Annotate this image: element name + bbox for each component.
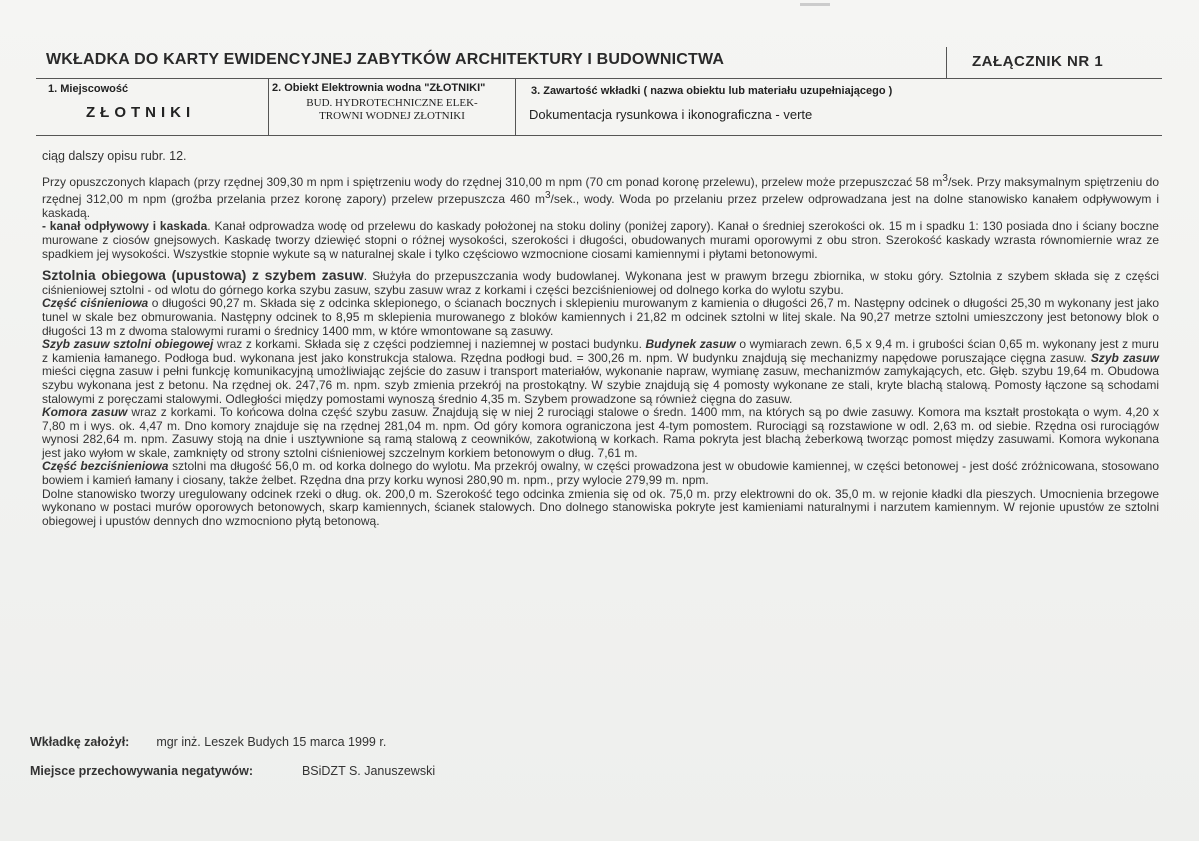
p6-text: wraz z korkami. To końcowa dolna część szybu zasuw. Znajdują się w niej 2 rurociągi stalowe o średn. 1400 mm, na których są po dwie zasuwy. Komora ma kształt prostokąta o wym. 4,20 x 7,80 m i wys. ok. 4,47 m. Dno komory znajduje się na rzędnej 281,04 m. npm. Od góry komora ograniczona jest 4-tym pomostem. Rurociągi są rozstawione w odl. 2,63 m. od siebie. Rzędna osi rurociągów wynosi 282,64 m. npm. Zasuwy stoją na dnie i usztywnione są ramą stalową z ceowników, zakotwioną w korkach. Rama pokryta jest blachą żeberkową tworząc pomost między zasuwami. Komora wykonana jest jako wyłom w skale, zamknięty od strony sztolni ciśnieniowej szczelnym korkiem betonowym o dług. 7,61 m. <box>42 405 1160 460</box>
p1-text-a: Przy opuszczonych klapach (przy rzędnej 309,30 m npm i spiętrzeniu wody do rzędnej 310,00 m npm (70 cm ponad koronę przelewu), przelew może przepuszczać 58 m <box>42 174 943 189</box>
p5-text-c: mieści cięgna zasuw i pełni funkcję komunikacyjną umożliwiając zejście do zasuw i transport materiałów, wykonanie napraw, wymianę zasuw, mechanizmów zamykających, etc. Głęb. szybu 19,64 m. Obudowa szybu wykonana jest z betonu. Na rzędnej ok. 247,76 m. npm. szyb zmienia przekrój na prostokątny. W szybie znajdują się 4 pomosty wykonane ze stali, kryte blachą stalową. Pomosty łączone są schodami stalowymi z poręczami stalowymi. Odległości między pomostami wynoszą średnio 4,35 m. Szybem prowadzone są również cięgna do zasuw. <box>42 364 1159 406</box>
paragraph-tailwater: Dolne stanowisko tworzy uregulowany odcinek rzeki o dług. ok. 200,0 m. Szerokość tego odcinka zmienia się od ok. 75,0 m. przy elektrowni do ok. 35,0 m. w rejonie kładki dla pieszych. Umocnienia brzegowe wykonano w postaci murów oporowych betonowych, skarp kamiennych, ścianek stalowych. Dno dolnego stanowiska pokryte jest kamieniami naturalnymi i narzutem kamiennym. W rejonie upustów ze sztolni obiegowej i upustów dennych dno wzmocniono płytą betonową. <box>42 486 1159 528</box>
continuation-note: ciąg dalszy opisu rubr. 12. <box>42 149 187 163</box>
p5-heading: Szyb zasuw sztolni obiegowej <box>42 337 214 352</box>
p1-text-c: /sek., wody. Woda po przelaniu przez przelew odprowadzana jest na dolne stanowisko kanałem odpływowym i kaskadą. <box>42 192 1159 220</box>
storage-value: BSiDZT S. Januszewski <box>301 764 436 778</box>
storage-line <box>30 764 435 778</box>
locality-label: 1. Miejscowość <box>48 83 129 95</box>
object-value <box>272 97 512 123</box>
p7-text: sztolni ma długość 56,0 m. od korka dolnego do wylotu. Ma przekrój owalny, w części prowadzona jest w obudowie kamiennej, w części betonowej - jest dość zróżnicowana, stosowano bowiem i kamień łamany i ciosany, także żelbet. Rzędna dna przy korku wynosi 280,90 m. npm., przy wylocie 279,99 m. npm. <box>42 459 1160 488</box>
storage-label: Miejsce przechowywania negatywów: <box>30 764 253 778</box>
p7-heading: Część bezciśnieniowa <box>42 459 169 474</box>
object-label: 2. Obiekt Elektrownia wodna "ZŁOTNIKI" <box>272 82 486 94</box>
description-body <box>42 150 1159 528</box>
locality-value: ZŁOTNIKI <box>86 104 196 121</box>
paragraph-spillway <box>42 172 1159 221</box>
p5-heading-3: Szyb zasuw <box>1090 350 1160 365</box>
p4-heading: Część ciśnieniowa <box>42 296 149 311</box>
cell-divider-1 <box>268 78 269 136</box>
document-title: WKŁADKA DO KARTY EWIDENCYJNEJ ZABYTKÓW ARCHITEKTURY I BUDOWNICTWA <box>46 51 725 68</box>
author-label: Wkładkę założył: <box>30 735 130 749</box>
p5-text-b: o wymiarach zewn. 6,5 x 9,4 m. i grubości ścian 0,65 m. wykonany jest z muru z kamienia łamanego. Podłoga bud. wykonana jest jako konstrukcja stalowa. Rzędna podłogi bud. = 300,26 m. npm. W budynku znajdują się mechanizmy napędowe poruszające cięgna zasuw. <box>42 337 1159 365</box>
paragraph-gate-chamber <box>42 406 1159 460</box>
scan-mark <box>800 3 830 6</box>
author-line <box>30 735 386 749</box>
p5-heading-2: Budynek zasuw <box>645 337 736 352</box>
header-rule <box>36 78 1162 79</box>
object-value-line-1: BUD. HYDROTECHNICZNE ELEK- <box>306 97 478 109</box>
object-value-line-2: TROWNI WODNEJ ZŁOTNIKI <box>319 110 465 122</box>
p3-text: . Służyła do przepuszczania wody budowlanej. Wykonana jest w prawym brzegu zbiornika, w stoku góry. Sztolnia z szybem składa się z części ciśnieniowej sztolni - od wlotu do górnego korka szybu zasuw, szybu zasuw wraz z korkami i części bezciśnieniowej od dolnego korka do wylotu szybu. <box>42 269 1159 297</box>
header-divider <box>946 47 947 79</box>
paragraph-free-flow-part <box>42 460 1159 487</box>
p1-text-b: /sek. Przy maksymalnym spiętrzeniu do rzędnej 312,00 m npm (groźba przelania przez koronę zapory) przelew przepuszcza 460 m <box>42 174 1159 207</box>
p1-sup-2: 3 <box>544 190 551 202</box>
cells-bottom-rule <box>36 135 1162 136</box>
p6-heading: Komora zasuw <box>42 405 128 420</box>
paragraph-pressure-part <box>42 297 1159 338</box>
p2-heading: - kanał odpływowy i kaskada <box>42 219 208 234</box>
content-value: Dokumentacja rysunkowa i ikonograficzna - verte <box>529 107 813 122</box>
author-value: mgr inż. Leszek Budych 15 marca 1999 r. <box>156 735 387 749</box>
paragraph-tunnel <box>42 269 1159 297</box>
content-label: 3. Zawartość wkładki ( nazwa obiektu lub materiału uzupełniającego ) <box>531 85 893 97</box>
paragraph-gate-shaft <box>42 338 1159 406</box>
p4-text: o długości 90,27 m. Składa się z odcinka sklepionego, o ścianach bocznych i sklepieniu murowanym z kamienia o długości 26,7 m. Następny odcinek o długości 25,30 m wykonany jest jako tunel w skale bez obmurowania. Następny odcinek to 8,95 m sklepienia murowanego z bloków kamiennych i 21,82 m odcinek sztolni w litej skale. Na 90,27 metrze sztolni umieszczony jest betonowy blok o długości 13 m z dwoma stalowymi rurami o średnicy 1400 mm, w które wmontowane są zasuwy. <box>42 296 1159 338</box>
cell-divider-2 <box>515 78 516 136</box>
p1-sup-1: 3 <box>942 172 948 184</box>
annex-number: ZAŁĄCZNIK NR 1 <box>972 53 1104 70</box>
p5-text-a: wraz z korkami. Składa się z części podziemnej i naziemnej w postaci budynku. <box>213 337 646 352</box>
p2-text: . Kanał odprowadza wodę od przelewu do kaskady położonej na stoku doliny (poniżej zapory). Kanał o średniej szerokości ok. 15 m i spadku 1: 130 posiada dno i ściany boczne murowane z ciosów gnejsowych. Kaskadę tworzy dziewięć stopni o różnej wysokości, szerokości i długości, obudowanych murami oporowymi z obu stron. Szerokość kaskady wzrasta równomiernie wraz ze spadkiem jej wysokości. Wszystkie stopnie wykute są w naturalnej skale i tylko częściowo wzmocnione ciosami kamiennymi i płytami betonowymi. <box>42 219 1159 261</box>
p3-heading: Sztolnia obiegowa (upustowa) z szybem zasuw <box>42 267 364 284</box>
paragraph-channel <box>42 220 1159 261</box>
